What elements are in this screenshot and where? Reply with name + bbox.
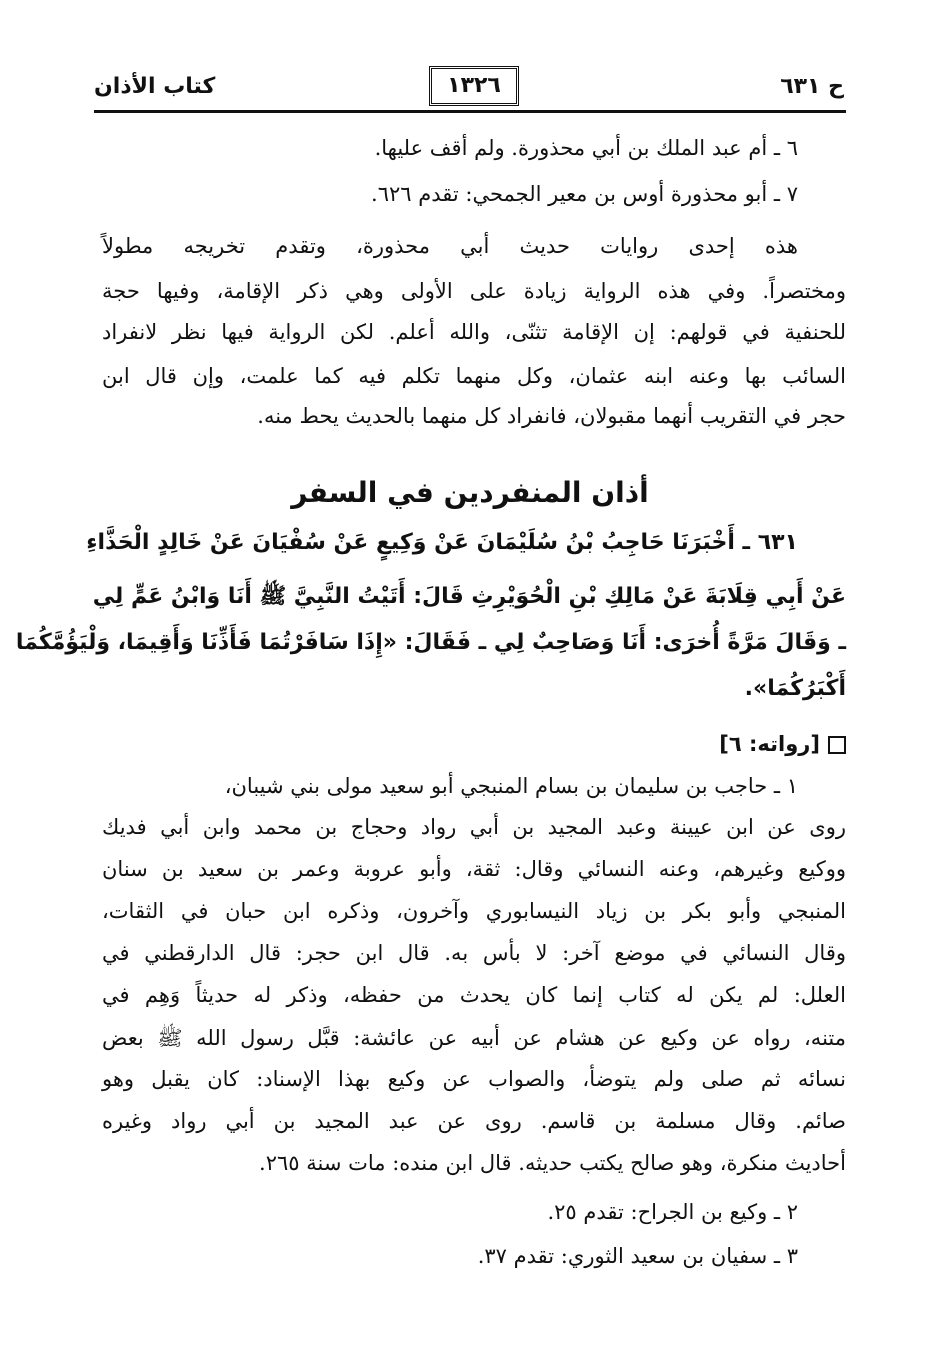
narrator-line: ووكيع وغيرهم، وعنه النسائي وقال: ثقة، وأبو عروبة وعمر بن سعيد بن سنان <box>102 857 846 881</box>
narrator-line: نسائه ثم صلى ولم يتوضأ، والصواب عن وكيع بهذا الإسناد: كان يقبل وهو <box>102 1067 846 1091</box>
commentary-line: حجر في التقريب أنهما مقبولان، فانفراد كل منهما بالحديث يحط منه. <box>257 404 846 428</box>
narrator-line: العلل: لم يكن له كتاب إنما كان يحدث من حفظه، وذكر له حديثاً وَهِم في <box>102 983 846 1007</box>
narrator-line: روى عن ابن عيينة وعبد المجيد بن أبي رواد وحجاج بن محمد وابن أبي فديك <box>102 815 846 839</box>
commentary-line: السائب بها وعنه ابنه عثمان، وكل منهما تكلم فيه كما علمت، وإن قال ابن <box>102 364 846 388</box>
commentary-line: ومختصراً. وفي هذه الرواية زيادة على الأولى وهي ذكر الإقامة، وفيها حجة <box>102 279 846 303</box>
page-header <box>94 62 846 110</box>
narrator-line: متنه، رواه عن وكيع عن هشام عن أبيه عن عائشة: قبَّل رسول الله ﷺ بعض <box>102 1026 846 1050</box>
narrator-line: ٢ ـ وكيع بن الجراح: تقدم ٢٥. <box>547 1200 798 1224</box>
narrator-line: المنبجي وأبو بكر بن زياد النيسابوري وآخرون، وذكره ابن حبان في الثقات، <box>102 899 846 923</box>
section-title: أذان المنفردين في السفر <box>291 476 649 509</box>
hadith-line: ٦٣١ ـ أَخْبَرَنَا حَاجِبُ بْنُ سُلَيْمَانَ عَنْ وَكِيعٍ عَنْ سُفْيَانَ عَنْ خَالِدٍ الْحَذَّاءِ <box>86 530 798 555</box>
hadith-reference: ح ٦٣١ <box>780 74 844 99</box>
narrator-line: صائم. وقال مسلمة بن قاسم. روى عن عبد المجيد بن أبي رواد وغيره <box>102 1109 846 1133</box>
square-bullet-icon <box>828 736 846 754</box>
hadith-line: ـ وَقَالَ مَرَّةً أُخرَى: أَنَا وَصَاحِبٌ لِي ـ فَقَالَ: «إِذَا سَافَرْتُمَا فَأَذِّنَا وَأَقِيمَا، وَلْيَؤُمَّكُمَا <box>15 630 846 655</box>
hadith-line: عَنْ أَبِي قِلَابَةَ عَنْ مَالِكِ بْنِ الْحُوَيْرِثِ قَالَ: أَتَيْتُ النَّبِيَّ ﷺ أَنَا وَابْنُ عَمٍّ لِي <box>92 584 846 609</box>
narrator-line: وقال النسائي في موضع آخر: لا بأس به. قال ابن حجر: قال الدارقطني في <box>102 941 846 965</box>
commentary-line: للحنفية في قولهم: إن الإقامة تثنّى، والله أعلم. لكن الرواية فيها نظر لانفراد <box>102 320 846 344</box>
page-number: ١٣٢٦ <box>429 66 519 106</box>
header-rule <box>94 110 846 113</box>
narrators-heading <box>719 732 846 756</box>
narrators-heading-label: [رواته: ٦] <box>719 732 820 756</box>
book-title: كتاب الأذان <box>94 74 216 99</box>
narrator-line: أحاديث منكرة، وهو صالح يكتب حديثه. قال ابن منده: مات سنة ٢٦٥. <box>259 1151 846 1175</box>
narrator-line: ٧ ـ أبو محذورة أوس بن معير الجمحي: تقدم ٦٢٦. <box>371 182 798 206</box>
hadith-line: أَكْبَرُكُمَا». <box>744 676 846 701</box>
narrator-line: ١ ـ حاجب بن سليمان بن بسام المنبجي أبو سعيد مولى بني شيبان، <box>224 774 798 798</box>
narrator-line: ٣ ـ سفيان بن سعيد الثوري: تقدم ٣٧. <box>477 1244 798 1268</box>
commentary-line: هذه إحدى روايات حديث أبي محذورة، وتقدم تخريجه مطولاً <box>102 234 798 258</box>
narrator-line: ٦ ـ أم عبد الملك بن أبي محذورة. ولم أقف عليها. <box>374 136 798 160</box>
